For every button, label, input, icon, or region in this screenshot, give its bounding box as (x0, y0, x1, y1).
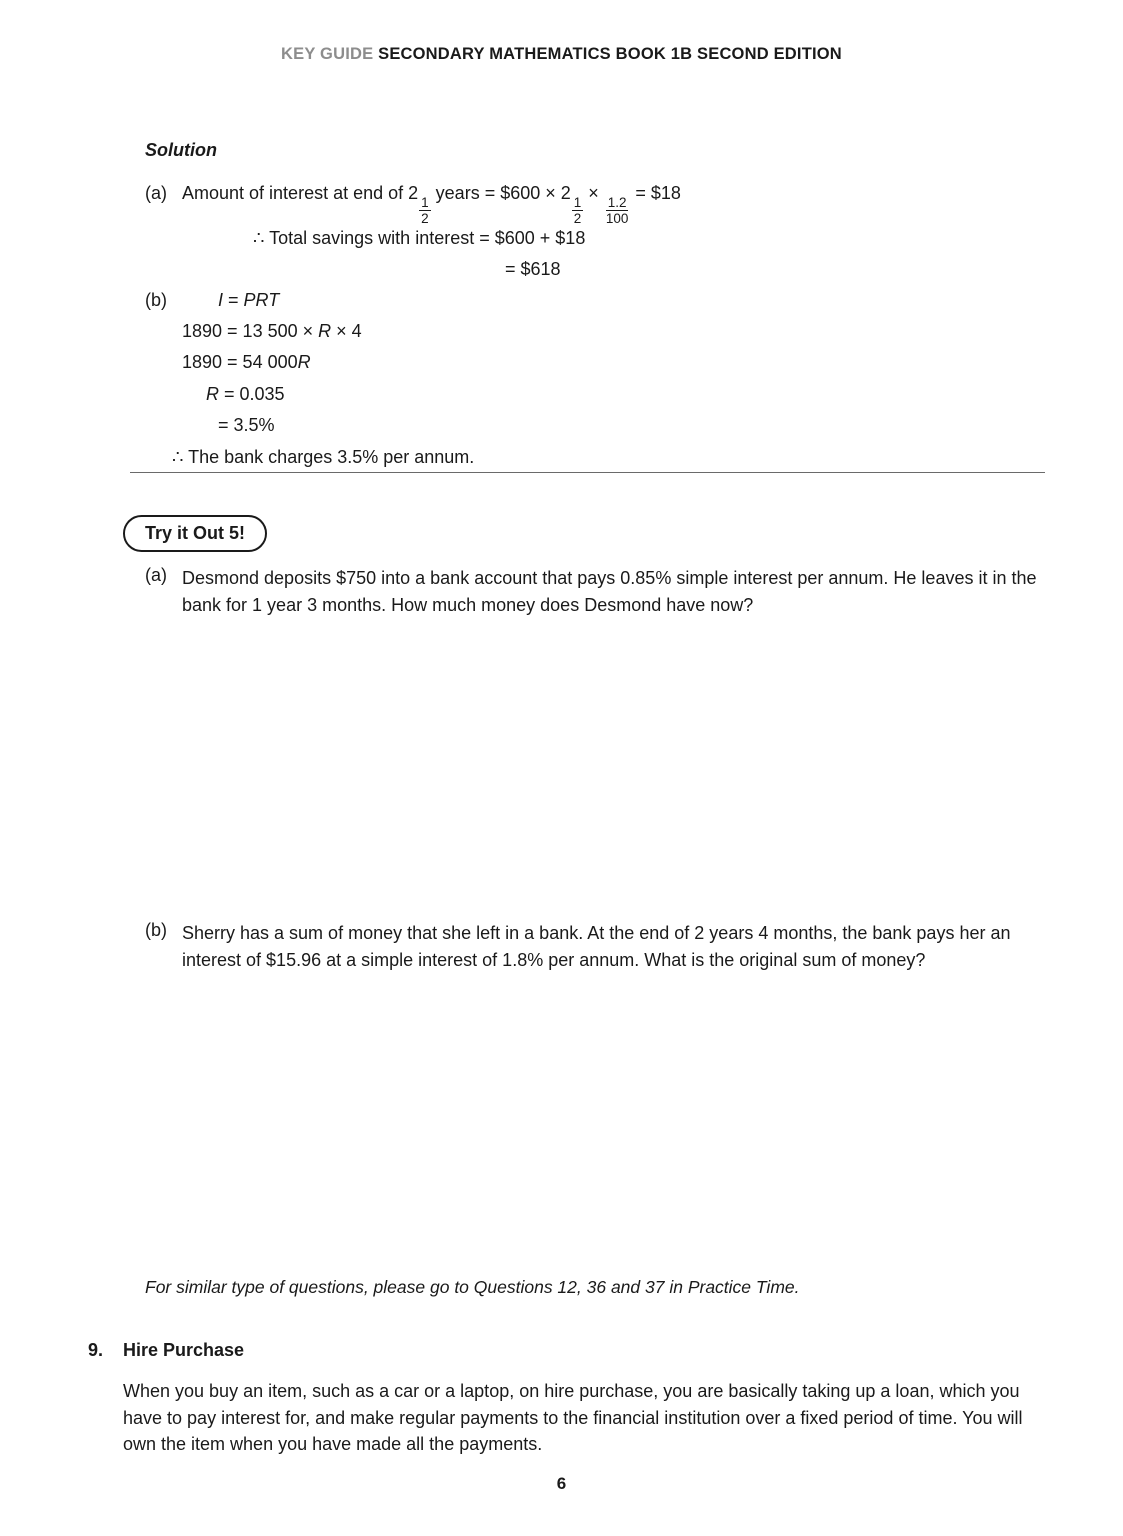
question-a-text: Desmond deposits $750 into a bank account that pays 0.85% simple interest per annum. He leaves it in the bank for 1 year 3 months. How much money does Desmond have now? (182, 568, 1037, 615)
fraction-one-half-b: $\frac{1}{2}$ (573, 194, 582, 227)
var-R-1: R (318, 321, 332, 341)
solution-part-b-line-2 (182, 321, 362, 343)
var-PRT: PRT (243, 290, 280, 310)
question-b-marker: (b) (145, 920, 167, 940)
header-book-title: SECONDARY MATHEMATICS BOOK 1B SECOND EDITION (378, 45, 842, 63)
solution-part-b-line-1 (218, 290, 279, 312)
similar-questions-note: For similar type of questions, please go to Questions 12, 36 and 37 in Practice Time. (145, 1277, 800, 1297)
question-a-marker: (a) (145, 565, 167, 585)
var-I: I (218, 290, 224, 310)
solution-part-a-line-3: = $618 (505, 259, 561, 279)
var-R-3: R (206, 384, 219, 404)
section-divider (130, 472, 1045, 473)
solution-a-text-1: Amount of interest at end of 2 (182, 183, 419, 203)
solution-b-text-4: = 0.035 (219, 384, 285, 404)
solution-a-text-3: × (588, 183, 599, 203)
fraction-one-half-a: $\frac{1}{2}$ (421, 194, 429, 227)
running-header (0, 45, 1123, 64)
try-it-out-badge: Try it Out 5! (123, 515, 267, 552)
solution-part-b-line-6: ∴ The bank charges 3.5% per annum. (172, 447, 475, 467)
header-key-guide-label: KEY GUIDE (281, 45, 374, 63)
eq-sign-1: = (223, 290, 244, 310)
solution-part-b-marker: (b) (145, 290, 167, 310)
solution-part-b-line-5: = 3.5% (218, 415, 275, 435)
solution-b-text-3: 1890 = 54 000 (182, 352, 298, 372)
section-number: 9. (88, 1340, 104, 1360)
section-body-text: When you buy an item, such as a car or a laptop, on hire purchase, you are basically taking up a loan, which you have to pay interest for, and make regular payments to the financial institution over a fixed period of time. You will own the item when you have made all the payments. (123, 1381, 1023, 1455)
solution-b-text-2: × 4 (331, 321, 362, 341)
page-number: 6 (556, 1474, 567, 1493)
fraction-rate: $\frac{1.2}{100}$ (605, 194, 629, 227)
section-title: Hire Purchase (123, 1340, 245, 1360)
solution-a-text-4: = $18 (635, 183, 681, 203)
solution-part-a-marker: (a) (145, 183, 167, 203)
solution-b-text-1: 1890 = 13 500 × (182, 321, 319, 341)
solution-part-b-line-4 (206, 384, 285, 406)
var-R-2: R (297, 352, 311, 372)
solution-a-text-2: years = $600 × 2 (435, 183, 571, 203)
solution-part-a-line-1 (182, 183, 681, 226)
solution-part-b-line-3 (182, 352, 311, 374)
solution-heading: Solution (145, 140, 217, 160)
solution-part-a-line-2: ∴ Total savings with interest = $600 + $18 (253, 228, 586, 248)
question-b-text: Sherry has a sum of money that she left in a bank. At the end of 2 years 4 months, the bank pays her an interest of $15.96 at a simple interest of 1.8% per annum. What is the original sum of money? (182, 923, 1011, 970)
